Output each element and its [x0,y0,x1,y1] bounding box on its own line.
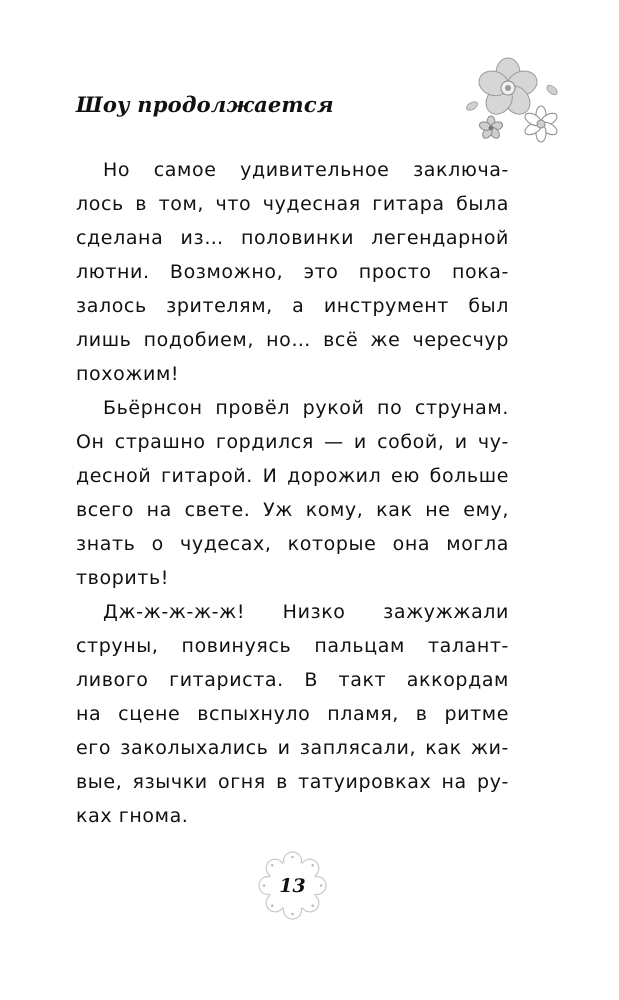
text-line: творить! [76,567,169,589]
text-line: сделана из… половинки легендарной [76,227,509,249]
text-line: залось зрителям, а инструмент был [76,295,509,317]
text-line: ках гнома. [76,805,189,827]
text-line: лютни. Возможно, это просто пока- [76,261,509,283]
text-line: вые, язычки огня в татуировках на ру- [76,771,509,793]
text-line: всего на свете. Уж кому, как не ему, [76,499,509,521]
text-line: его заколыхались и заплясали, как жи- [76,737,509,759]
text-line: Он страшно гордился — и собой, и чу- [76,431,509,453]
text-line: струны, повинуясь пальцам талант- [76,635,509,657]
text-line: Но самое удивительное заключа- [103,159,509,181]
text-line: ливого гитариста. В такт аккордам [76,669,509,691]
flowers-icon [458,52,578,157]
page-number: 13 [279,874,306,897]
text-line: Бьёрнсон провёл рукой по струнам. [103,397,509,419]
text-line: десной гитарой. И дорожил ею больше [76,465,509,487]
text-line: Дж-ж-ж-ж-ж! Низко зажужжали [103,601,509,623]
text-line: лишь подобием, но… всё же чересчур [76,329,509,351]
text-line: похожим! [76,363,180,385]
running-header-title: Шоу продолжается [76,92,334,117]
text-line: на сцене вспыхнуло пламя, в ритме [76,703,509,725]
text-line: лось в том, что чудесная гитара была [76,193,509,215]
body-text [76,153,509,833]
text-line: знать о чудесах, которые она могла [76,533,509,555]
